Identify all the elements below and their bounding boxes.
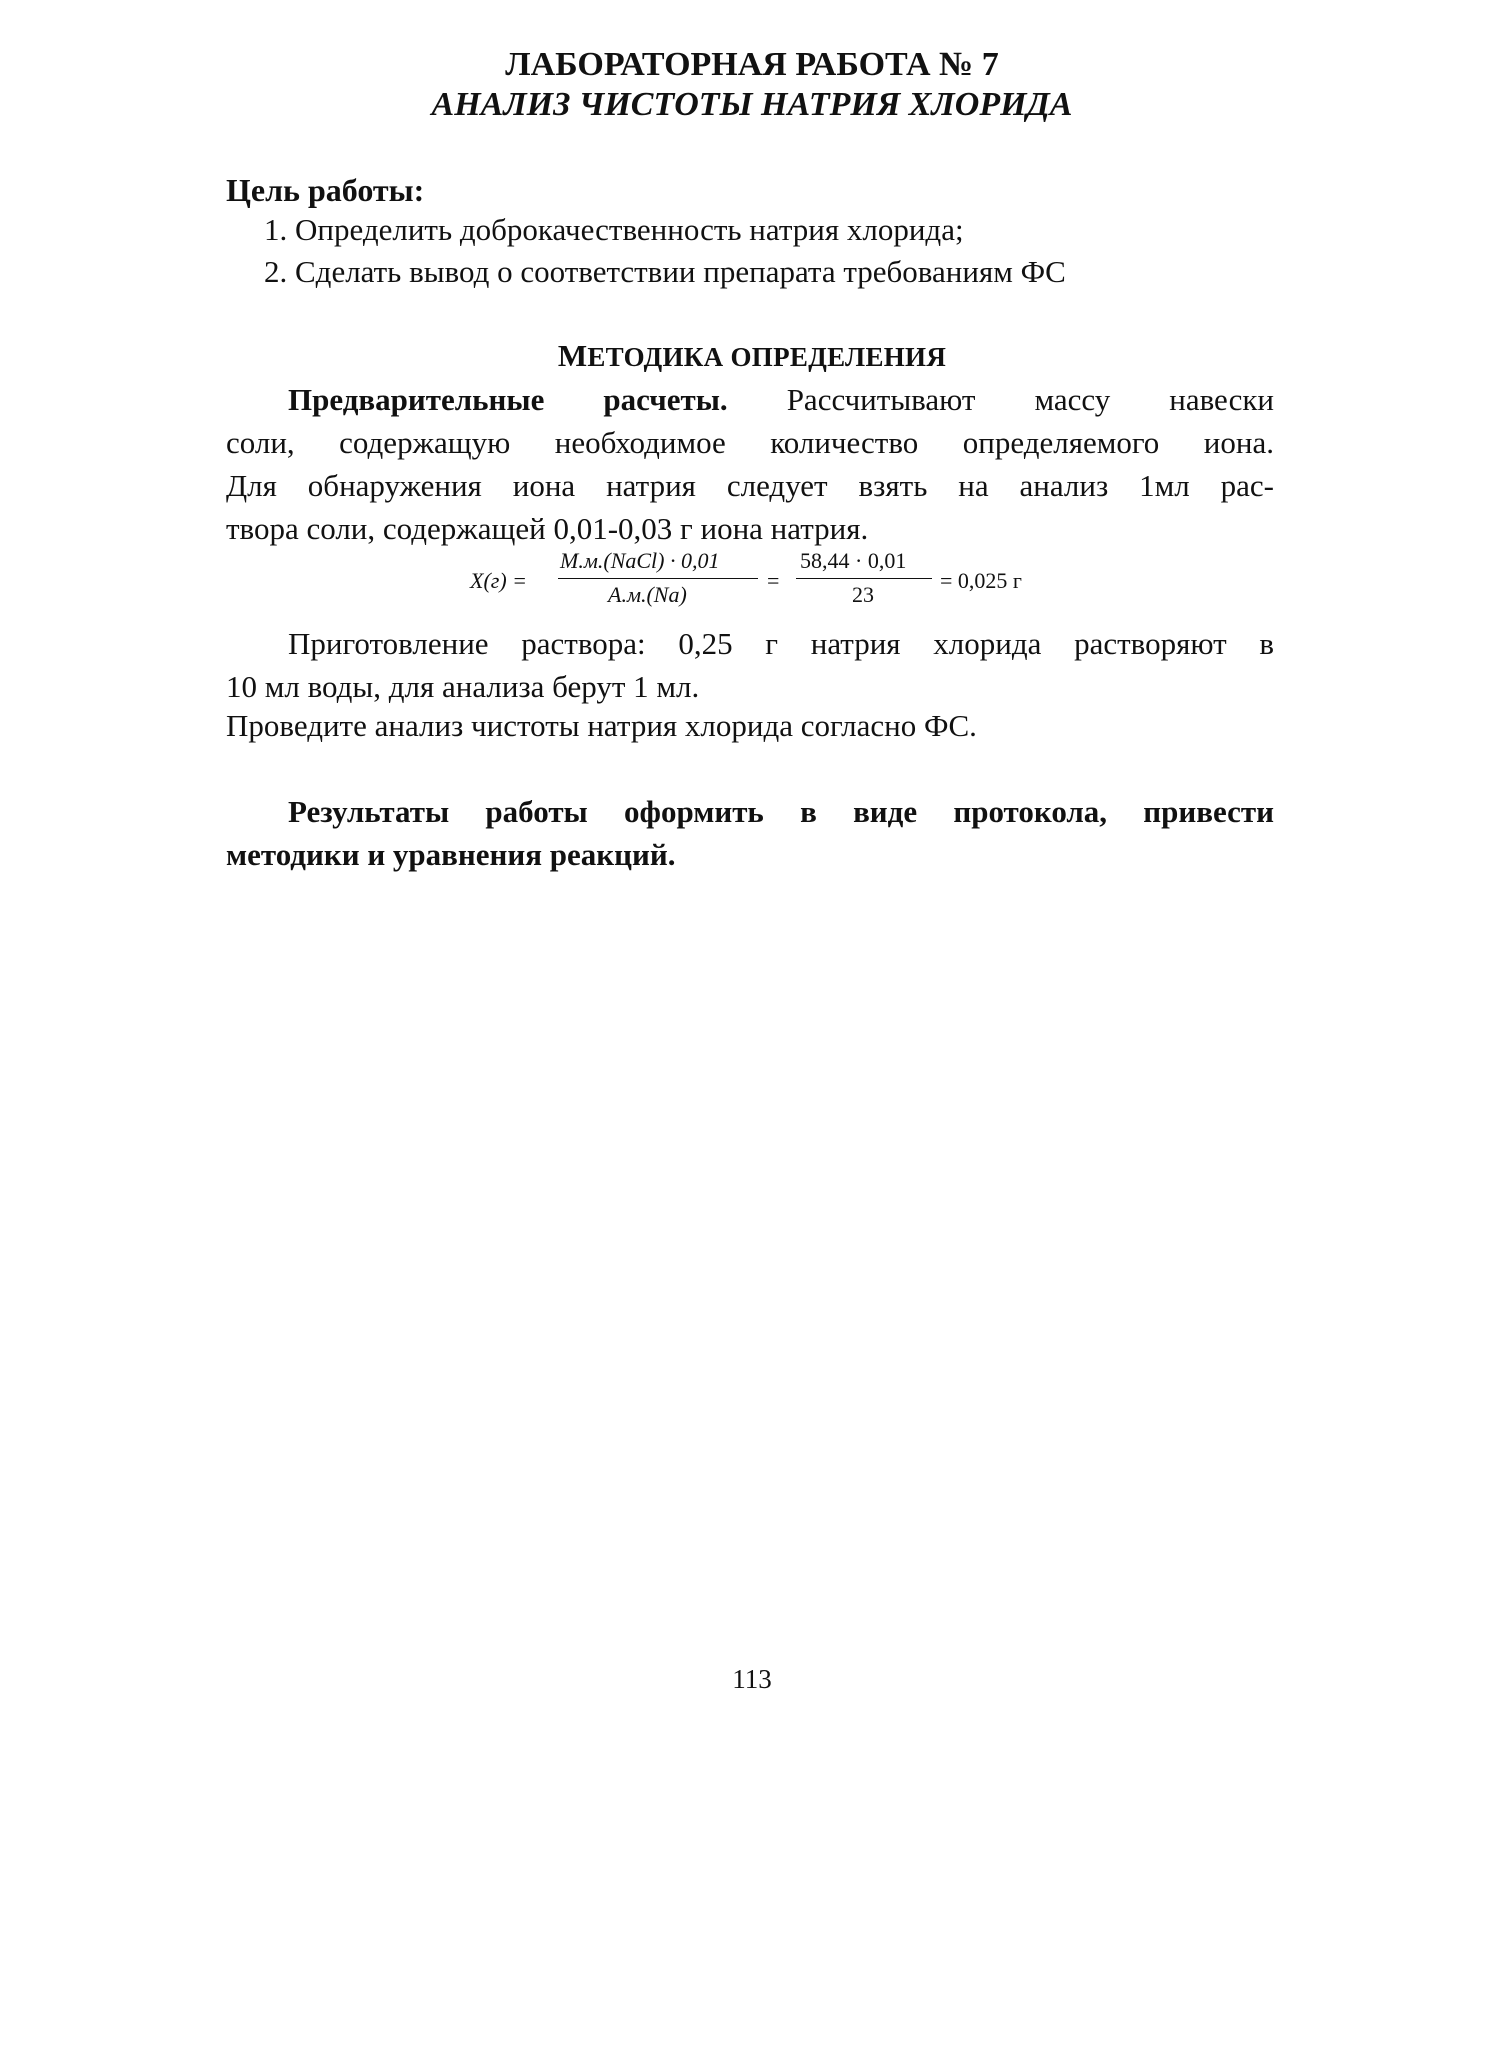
formula-result: = 0,025 г [940,568,1022,593]
formula-numerator-1: М.м.(NaCl) · 0,01 [560,548,720,573]
page-number: 113 [732,1664,772,1694]
formula-denominator-2: 23 [852,582,874,607]
method-heading-initial: М [557,338,588,373]
paragraph-line [226,790,1274,833]
formula-numerator-2: 58,44 · 0,01 [800,548,907,573]
instruction-line: Проведите анализ чистоты натрия хлорида согласно ФС. [226,708,977,743]
paragraph-line: 10 мл воды, для анализа берут 1 мл. [226,669,700,704]
paragraph-text: Рассчитывают массу навески [786,382,1274,417]
preliminary-lead: Предварительные расчеты. [288,382,728,417]
method-heading [0,338,1504,374]
paragraph-line [226,622,1274,665]
paragraph-line: Для обнаружения иона натрия следует взять на анализ 1мл рас- [226,468,1274,503]
preliminary-calculations-paragraph [226,378,1274,550]
goals-label: Цель работы: [226,172,425,208]
paragraph-line: твора соли, содержащей 0,01-0,03 г иона натрия. [226,511,869,546]
formula-denominator-1: А.м.(Na) [608,582,687,607]
formula-lhs: X(г) = [470,568,528,593]
formula-equals: = [767,568,780,593]
goal-item-2: 2. Сделать вывод о соответствии препарата требованиям ФС [264,254,1066,289]
paragraph-line: соли, содержащую необходимое количество определяемого иона. [226,425,1274,460]
fraction-bar-2 [796,578,932,579]
paragraph-text: Приготовление раствора: 0,25 г натрия хлорида растворяют в [288,626,1274,661]
document-subtitle: АНАЛИЗ ЧИСТОТЫ НАТРИЯ ХЛОРИДА [431,86,1073,123]
mass-formula [470,548,1030,618]
goal-item-1: 1. Определить доброкачественность натрия хлорида; [264,212,964,247]
paragraph-text: Результаты работы оформить в виде протокола, привести [288,794,1274,829]
paragraph-line: методики и уравнения реакций. [226,837,676,872]
method-heading-rest: ЕТОДИКА ОПРЕДЕЛЕНИЯ [587,342,947,372]
document-title: ЛАБОРАТОРНАЯ РАБОТА № 7 [505,46,999,83]
paragraph-line [226,378,1274,421]
fraction-bar-1 [558,578,758,579]
solution-preparation-paragraph [226,622,1274,708]
results-paragraph [226,790,1274,876]
